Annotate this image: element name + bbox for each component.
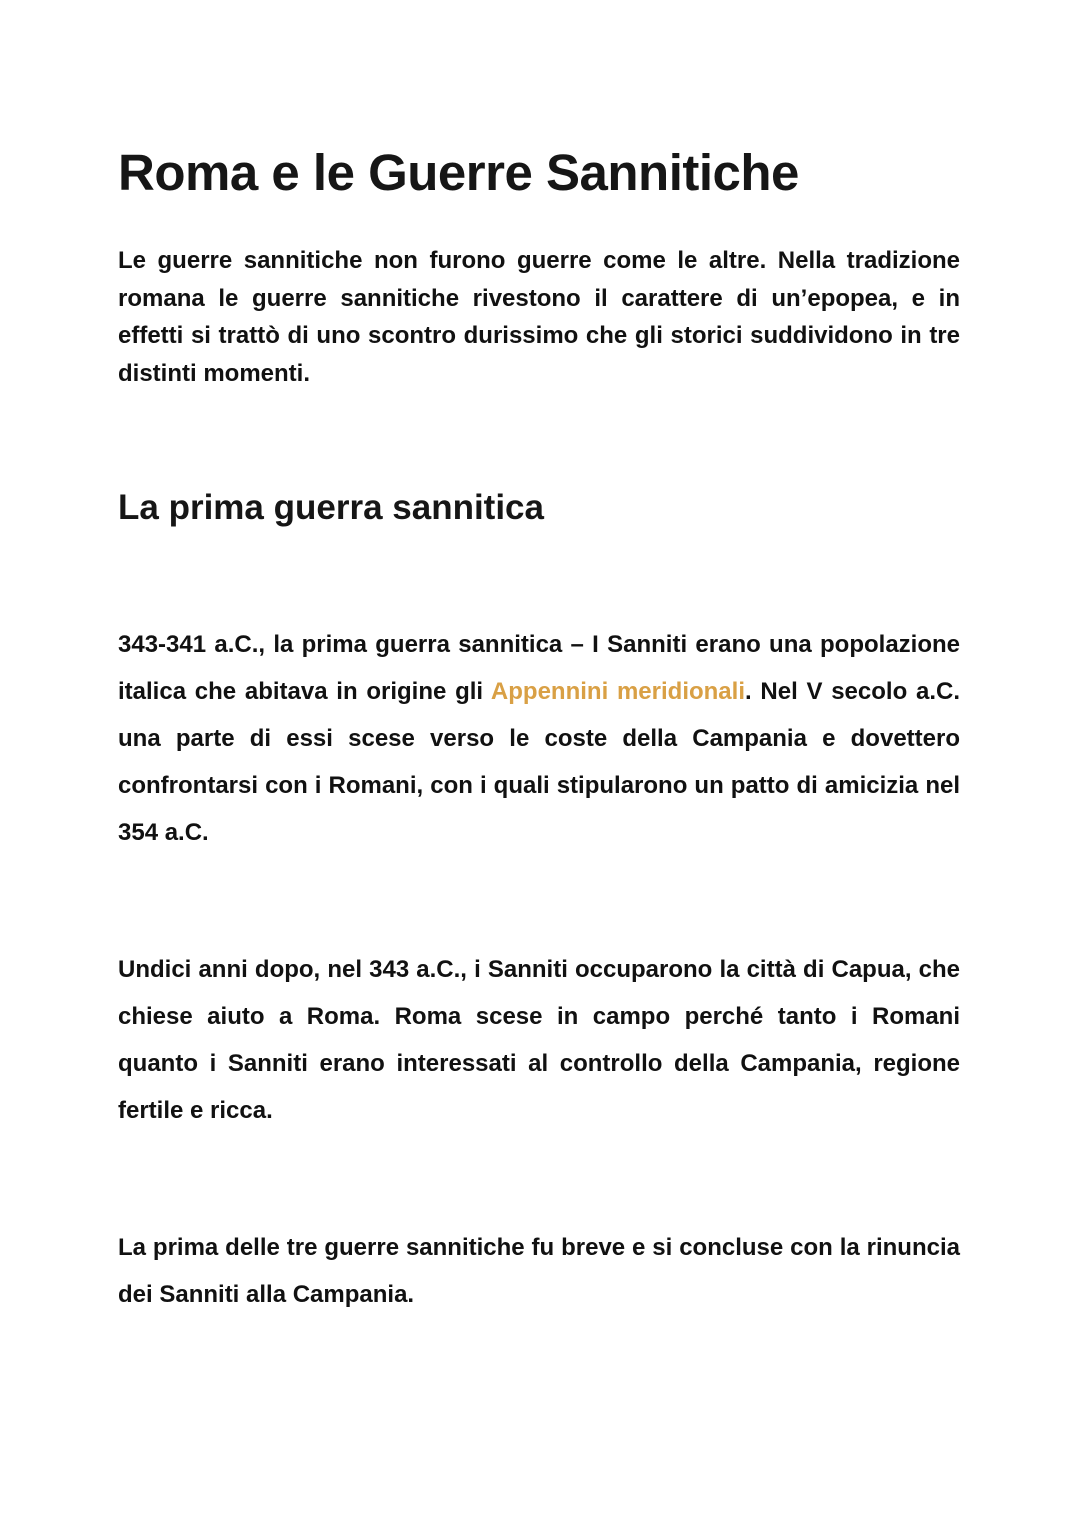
intro-paragraph: Le guerre sannitiche non furono guerre come le altre. Nella tradizione romana le guerre sannitiche rivestono il carattere di un’epopea, e in effetti si trattò di uno scontro durissimo che gli storici suddividono in tre distinti momenti. — [118, 247, 960, 387]
section-heading: La prima guerra sannitica — [118, 488, 544, 527]
paragraph-capua: Undici anni dopo, nel 343 a.C., i Sanniti occuparono la città di Capua, che chiese aiuto a Roma. Roma scese in campo perché tanto i Romani quanto i Sanniti erano interessati al controllo della Campania, regione fertile e ricca. — [118, 956, 960, 1124]
highlighted-term-appennini[interactable]: Appennini meridionali — [490, 678, 745, 705]
paragraph-text-before: 343-341 a.C., la prima guerra sannitica – I Sanniti erano una popolazione italica che abitava in origine gli — [118, 631, 960, 705]
page-title: Roma e le Guerre Sannitiche — [118, 144, 799, 201]
paragraph-text-after: . Nel V secolo a.C. una parte di essi scese verso le coste della Campania e dovettero confrontarsi con i Romani, con i quali stipularono un patto di amicizia nel 354 a.C. — [118, 678, 960, 846]
paragraph-dates-sanniti — [118, 621, 960, 856]
paragraph-conclusion: La prima delle tre guerre sannitiche fu breve e si concluse con la rinuncia dei Sanniti alla Campania. — [118, 1234, 960, 1308]
